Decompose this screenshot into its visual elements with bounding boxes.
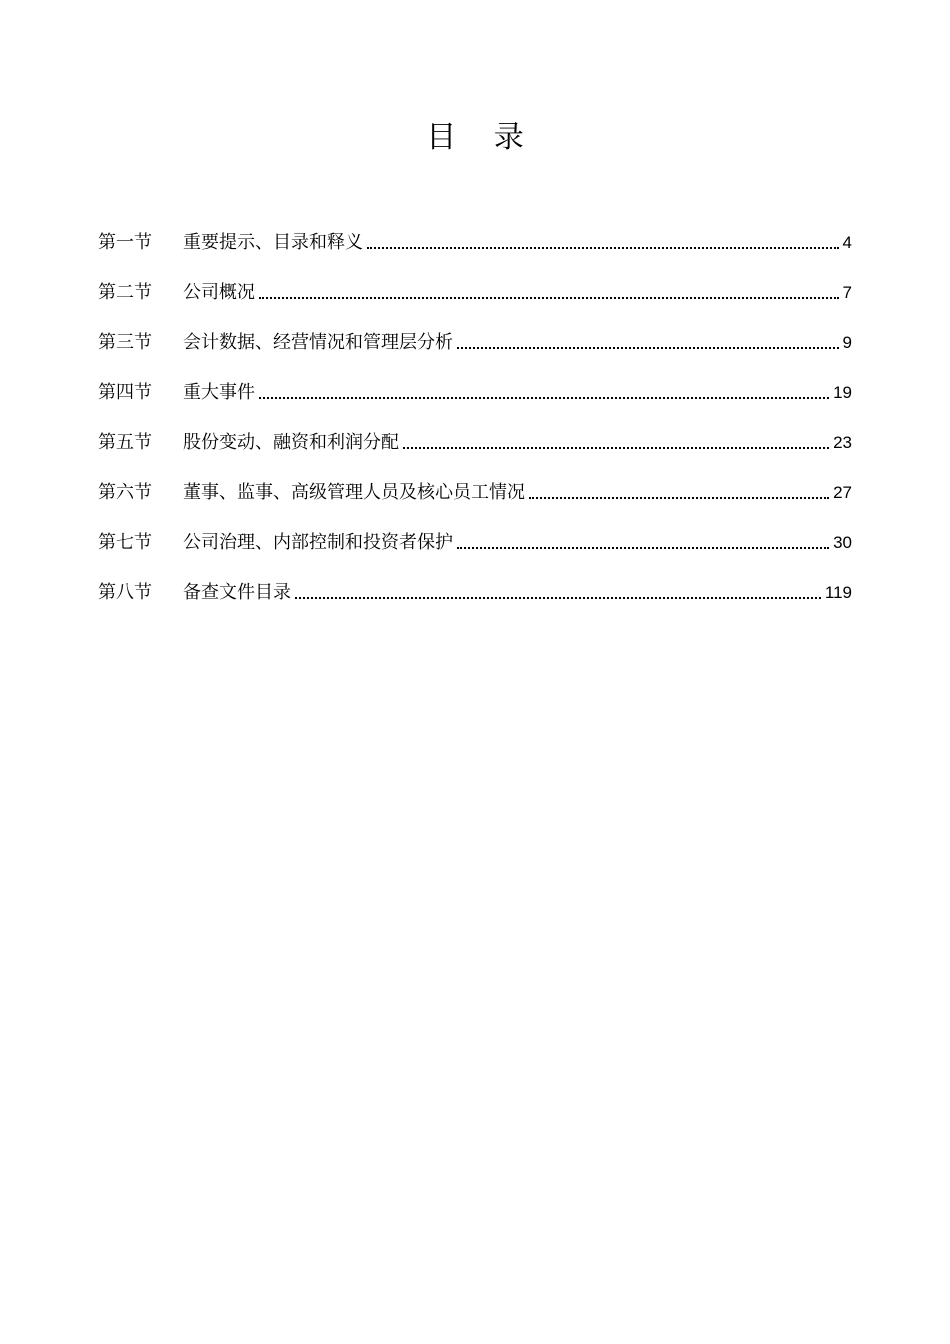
toc-section-title: 公司概况 bbox=[183, 282, 255, 303]
toc-dot-leader bbox=[457, 346, 839, 349]
toc-page-number: 30 bbox=[833, 533, 852, 552]
toc-section-title: 会计数据、经营情况和管理层分析 bbox=[183, 332, 453, 353]
toc-entry[interactable] bbox=[98, 410, 852, 460]
toc-section-number: 第五节 bbox=[98, 432, 152, 453]
toc-dot-leader bbox=[529, 496, 829, 499]
toc-section-title: 重要提示、目录和释义 bbox=[183, 232, 363, 253]
toc-dot-leader bbox=[259, 296, 839, 299]
toc-dot-leader bbox=[457, 546, 829, 549]
toc-page-number: 19 bbox=[833, 383, 852, 402]
toc-section-number: 第八节 bbox=[98, 582, 152, 603]
toc-entry[interactable] bbox=[98, 210, 852, 260]
toc-section-number: 第七节 bbox=[98, 532, 152, 553]
toc-dot-leader bbox=[295, 596, 821, 599]
table-of-contents bbox=[98, 210, 852, 610]
toc-section-number: 第六节 bbox=[98, 482, 152, 503]
toc-section-number: 第二节 bbox=[98, 282, 152, 303]
toc-section-title: 公司治理、内部控制和投资者保护 bbox=[183, 532, 453, 553]
toc-page-number: 9 bbox=[842, 333, 852, 352]
toc-entry[interactable] bbox=[98, 510, 852, 560]
toc-dot-leader bbox=[259, 396, 829, 399]
toc-page-number: 7 bbox=[842, 283, 852, 302]
toc-page-number: 23 bbox=[833, 433, 852, 452]
page-title: 目 录 bbox=[426, 120, 538, 155]
toc-entry[interactable] bbox=[98, 560, 852, 610]
toc-section-title: 董事、监事、高级管理人员及核心员工情况 bbox=[183, 482, 525, 503]
toc-page-number: 27 bbox=[833, 483, 852, 502]
toc-entry[interactable] bbox=[98, 310, 852, 360]
toc-page-number: 119 bbox=[824, 583, 852, 602]
toc-section-number: 第三节 bbox=[98, 332, 152, 353]
toc-section-title: 股份变动、融资和利润分配 bbox=[183, 432, 399, 453]
toc-section-title: 重大事件 bbox=[183, 382, 255, 403]
toc-section-title: 备查文件目录 bbox=[183, 582, 291, 603]
toc-entry[interactable] bbox=[98, 460, 852, 510]
toc-entry[interactable] bbox=[98, 260, 852, 310]
toc-section-number: 第一节 bbox=[98, 232, 152, 253]
toc-section-number: 第四节 bbox=[98, 382, 152, 403]
toc-entry[interactable] bbox=[98, 360, 852, 410]
toc-dot-leader bbox=[367, 246, 839, 249]
toc-dot-leader bbox=[403, 446, 829, 449]
toc-page-number: 4 bbox=[842, 233, 852, 252]
